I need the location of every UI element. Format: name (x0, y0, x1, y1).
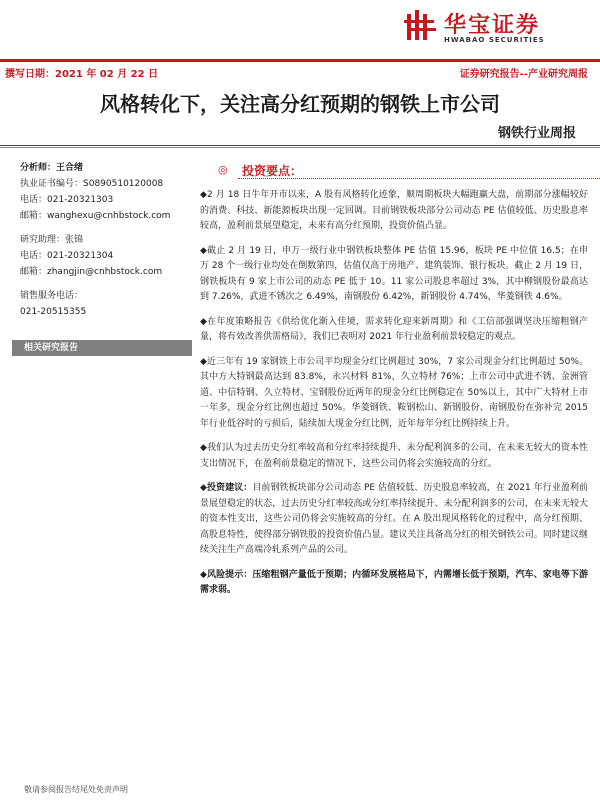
key-points-header (218, 162, 588, 178)
header-divider (0, 59, 600, 62)
bullseye-icon: ◎ (218, 163, 228, 176)
heading-dotted-line (238, 178, 600, 179)
related-reports-label: 相关研究报告 (24, 343, 79, 353)
key-points-section (200, 162, 588, 599)
analyst-info (20, 160, 192, 320)
key-point-risk: ◆风险提示：压缩粗钢产量低于预期；内循环发展格局下，内需增长低于预期，汽车、家电等下游需求弱。 (200, 569, 588, 595)
analyst-name: 分析师：王合绪 (20, 163, 84, 173)
assistant-email[interactable]: 邮箱：zhangjin@cnhbstock.com (20, 267, 163, 277)
analyst-phone: 电话：021-20321303 (20, 195, 114, 205)
disclaimer-footer: 敬请参阅报告结尾处免责声明 (24, 785, 128, 794)
key-point-3: ◆在年度策略报告《供给优化渐入佳境，需求转化迎来新周期》和《工信部强调坚决压缩粗钢产量，将有效改善供需格局》，我们已表明对 2021 年行业盈利前景较稳定的观点。 (200, 316, 588, 342)
logo-chinese-name: 华宝证券 (444, 13, 541, 38)
report-date: 撰写日期：2021 年 02 月 22 日 (5, 69, 159, 80)
key-points-heading: 投资要点： (242, 164, 303, 178)
key-point-4: ◆近三年有 19 家钢铁上市公司平均现金分红比例超过 30%，7 家公司现金分红比例超过 50%。其中方大特钢最高达到 83.8%，永兴材料 81%，久立特材 76%；上市公司中武进不锈、金洲管道、中信特钢、久立特材、宝钢股份近两年的现金分红比例稳定在 50%以上，其中广大特材上市一年多，现金分红比例也超过 50%。华菱钢铁、鞍钢松山、新钢股份、南钢股份在弥补完 2015 年行业低谷时的亏损后，陆续加大现金分红比例，近年每年分红比例持续上升。 (200, 356, 588, 429)
sales-phone: 021-20515355 (20, 307, 87, 317)
title-divider-secondary (0, 147, 600, 148)
key-point-investment-advice (200, 481, 588, 559)
analyst-cert: 执业证书编号：S0890510120008 (20, 179, 164, 189)
report-type: 证券研究报告--产业研究周报 (459, 69, 588, 80)
assistant-phone: 电话：021-20321304 (20, 251, 114, 261)
key-point-5: ◆我们认为过去历史分红率较高和分红率持续提升、未分配利润多的公司，在未来无较大的资本性支出情况下，在盈利前景稳定的情况下，这些公司仍将会实施较高的分红。 (200, 443, 588, 469)
related-reports-bar (12, 340, 192, 356)
key-point-2: ◆截止 2 月 19 日，申万一级行业中钢铁板块整体 PE 估值 15.96，板块 PE 中位值 16.5；在申万 28 个一级行业均处在倒数第四，估值仅高于房地产、建筑装饰、银行板块。截止 2 月 19 日，钢铁板块有 9 家上市公司的动态 PE 低于 10。11 家公司股息率超过 3%，其中柳钢股份最高达到 7.26%，武进不锈次之 6.49%，南钢股份 6.42%，新钢股份 4.74%，华菱钢铁 4.6%。 (200, 245, 588, 302)
key-point-1: ◆2 月 18 日牛年开市以来，A 股有风格转化迹象，顺周期板块大幅跑赢大盘，前期部分涨幅较好的消费、科技、新能源板块出现一定回调。目前钢铁板块部分公司动态 PE 估值较低、历史股息率较高，盈利前景展望稳定，未来有高分红预期，投资价值凸显。 (200, 190, 588, 231)
logo-english-name: HWABAO SECURITIES (444, 36, 545, 44)
title-divider (0, 145, 600, 146)
investment-advice-label: ◆投资建议： (200, 483, 253, 493)
analyst-email[interactable]: 邮箱：wanghexu@cnhbstock.com (20, 211, 171, 221)
assistant-name: 研究助理：张锦 (20, 235, 84, 245)
sales-label: 销售服务电话： (20, 291, 84, 301)
investment-advice-text: 目前钢铁板块部分公司动态 PE 估值较低、历史股息率较高，在 2021 年行业盈利前景展望稳定的状态，过去历史分红率较高或分红率持续提升、未分配利润多的公司，在未来无较大的资本性支出，这些公司仍将会实施较高的分红。在 A 股出现风格转化的过程中，高分红预期、高股息特性，使得部分钢铁股的投资价值凸显。建议关注具备高分红的相关钢铁公司。同时建议继续关注生产高端冷轧系列产品的公司。 (200, 483, 589, 555)
report-subtitle: 钢铁行业周报 (497, 126, 576, 141)
company-logo (404, 6, 594, 50)
report-title: 风格转化下，关注高分红预期的钢铁上市公司 (100, 92, 500, 116)
huabao-logo-icon (404, 8, 438, 42)
